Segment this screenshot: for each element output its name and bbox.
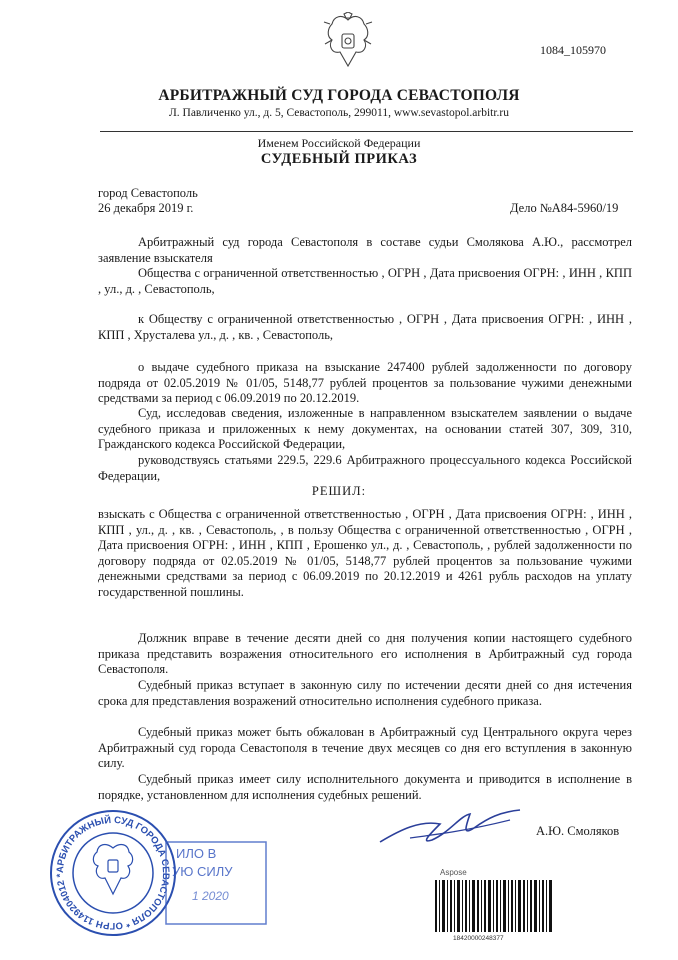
city: город Севастополь <box>98 186 198 200</box>
paragraph-enforcement: Судебный приказ имеет силу исполнительного документа и приводится в исполнение в порядке, установленном для исполнения судебных решений. <box>98 772 632 802</box>
seal-text: АРБИТРАЖНЫЙ СУД ГОРОДА СЕВАСТОПОЛЯ * ОГРН 1149204012 * <box>54 814 172 932</box>
case-number: Дело №А84-5960/19 <box>510 201 619 215</box>
decided-heading: РЕШИЛ: <box>311 484 367 498</box>
paragraph-debtor: к Обществу с ограниченной ответственностью , ОГРН , Дата присвоения ОГРН: , ИНН , КПП , Хрусталева ул., д. , кв. , Севастополь, <box>98 312 632 342</box>
document-title: СУДЕБНЫЙ ПРИКАЗ <box>260 151 418 167</box>
document-date: 26 декабря 2019 г. <box>98 201 194 215</box>
paragraph-entry-into-force: Судебный приказ вступает в законную силу по истечении десяти дней со дня истечения срока для представления возражений относительно исполнения судебного приказа. <box>98 678 632 708</box>
coat-of-arms-icon <box>322 12 374 72</box>
paragraph-objections: Должник вправе в течение десяти дней со дня получения копии настоящего судебного приказа представить возражения относительного его исполнения в Арбитражный суд города Севастополя. <box>98 631 632 676</box>
paragraph-guided-by: руководствуясь статьями 229.5, 229.6 Арбитражного процессуального кодекса Российской Федерации, <box>98 453 632 483</box>
judge-name: А.Ю. Смоляков <box>536 824 620 838</box>
paragraph-ruling: взыскать с Общества с ограниченной ответственностью , ОГРН , Дата присвоения ОГРН: , ИНН , КПП , ул., д. , кв. , Севастополь, , в пользу Общества с ограниченной ответственностью , ОГРН , Дата присвоения ОГРН: , ИНН , КПП , Ерошенко ул., д. , Севастополь, , рублей задолженности по договору подряда от 02.05.2019 № 01/05, 5148,77 рублей процентов за пользование чужими денежными средствами за период с 06.09.2019 по 20.12.2019 и 4261 рубль расходов на уплату государственной пошлины. <box>98 507 632 599</box>
stamp-line-3: 1 2020 <box>192 889 229 903</box>
document-number: 1084_105970 <box>540 43 606 57</box>
paragraph-examination: Суд, исследовав сведения, изложенные в направленном взыскателем заявлении о выдаче судебного приказа и приложенных к нему документах, на основании статей 307, 309, 310, Гражданского кодекса Российской Федерации, <box>98 406 632 451</box>
paragraph-intro: Арбитражный суд города Севастополя в составе судьи Смолякова А.Ю., рассмотрел заявление взыскателя <box>98 235 632 265</box>
court-name: АРБИТРАЖНЫЙ СУД ГОРОДА СЕВАСТОПОЛЯ <box>158 87 520 104</box>
header-divider <box>100 131 633 132</box>
handwritten-signature <box>370 790 530 860</box>
paragraph-appeal: Судебный приказ может быть обжалован в Арбитражный суд Центрального округа через Арбитражный суд города Севастополя в течение двух месяцев со дня его вступления в законную силу. <box>98 725 632 770</box>
stamp-line-2: УЮ СИЛУ <box>172 864 233 879</box>
barcode-number: 18420000248377 <box>453 935 504 942</box>
paragraph-request: о выдаче судебного приказа на взыскание 247400 рублей задолженности по договору подряда от 02.05.2019 № 01/05, 5148,77 рублей процентов за пользование чужими денежными средствами за период с 06.09.2019 по 20.12.2019. <box>98 360 632 405</box>
paragraph-claimant: Общества с ограниченной ответственностью , ОГРН , Дата присвоения ОГРН: , ИНН , КПП , ул., д. , Севастополь, <box>98 266 632 296</box>
in-the-name-of: Именем Российской Федерации <box>257 136 421 150</box>
aspose-label: Aspose <box>440 868 467 877</box>
round-court-seal <box>48 808 178 938</box>
barcode <box>433 880 555 932</box>
entry-into-force-stamp <box>162 838 270 928</box>
court-address: Л. Павличенко ул., д. 5, Севастополь, 299011, www.sevastopol.arbitr.ru <box>168 107 510 119</box>
stamp-line-1: ИЛО В <box>176 846 217 861</box>
